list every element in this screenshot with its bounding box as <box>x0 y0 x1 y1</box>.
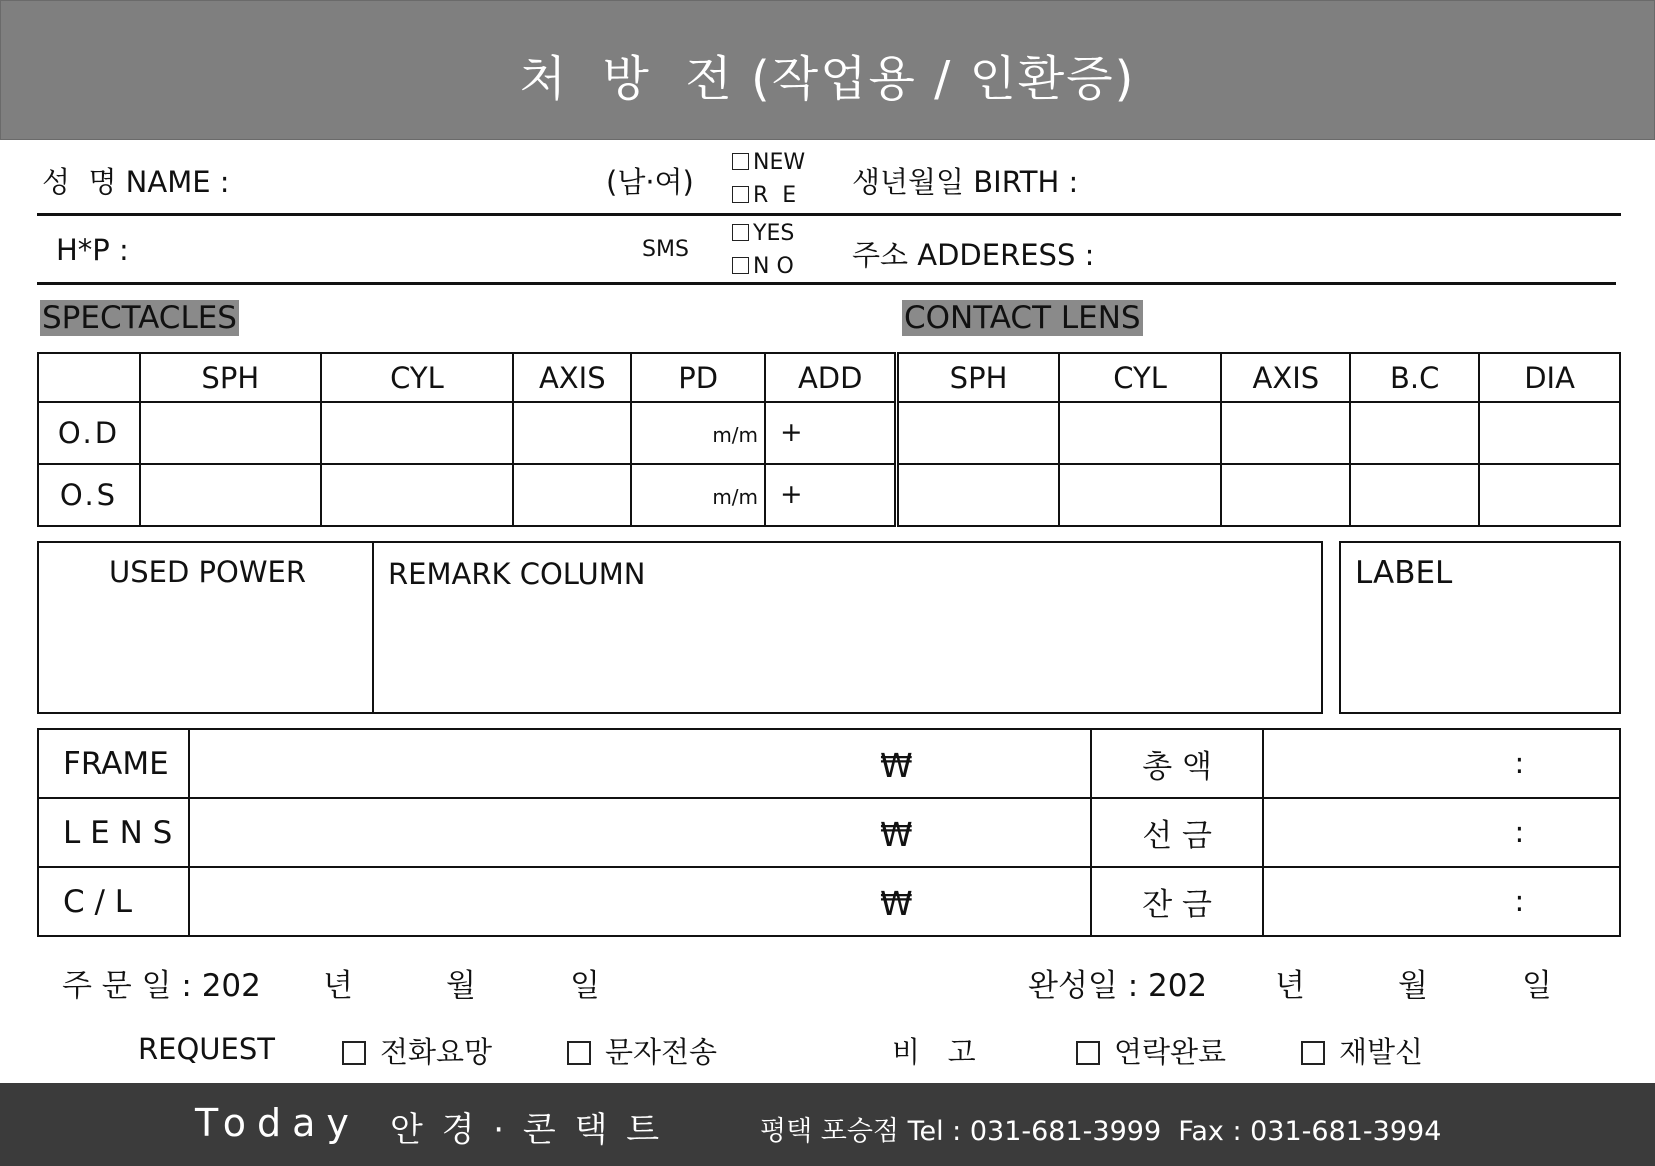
summary-separator: : <box>1514 815 1525 849</box>
yes-label: YES <box>753 221 795 246</box>
os-axis-cell[interactable] <box>513 464 631 526</box>
completion-month-unit: 월 <box>1398 968 1428 1004</box>
od-cyl-cell[interactable] <box>321 402 514 464</box>
checkbox-icon <box>732 257 749 274</box>
checkbox-icon <box>567 1041 591 1065</box>
os-cl-cyl-cell[interactable] <box>1059 464 1222 526</box>
note-option-contacted: 연락완료 <box>1114 1035 1227 1069</box>
summary-separator: : <box>1514 746 1525 780</box>
os-cl-sph-cell[interactable] <box>897 464 1059 526</box>
request-option-call: 전화요망 <box>380 1035 493 1069</box>
re-label: R E <box>753 183 797 208</box>
od-add-cell[interactable] <box>765 402 897 464</box>
address-label: 주소 ADDERESS : <box>852 238 1095 272</box>
label-box[interactable] <box>1339 541 1621 714</box>
pd-unit: m/m <box>712 485 759 509</box>
os-pd-cell[interactable] <box>631 464 765 526</box>
deposit-amount-cell[interactable] <box>1263 798 1620 867</box>
pricing-item-lens: L E N S <box>38 798 189 867</box>
completion-day-unit: 일 <box>1522 968 1552 1004</box>
won-icon: ₩ <box>879 884 913 923</box>
checkbox-icon <box>1076 1041 1100 1065</box>
pricing-row-cl <box>38 867 1620 936</box>
prescription-row-od <box>38 402 1620 464</box>
completion-year-unit: 년 <box>1275 968 1305 1004</box>
header-cell-sph: SPH <box>140 353 321 402</box>
note-resend-checkbox[interactable] <box>1301 1030 1423 1071</box>
cl-amount-cell[interactable] <box>189 867 1091 936</box>
request-call-checkbox[interactable] <box>342 1030 492 1071</box>
remark-box[interactable] <box>372 541 1323 714</box>
summary-label-balance: 잔 금 <box>1091 867 1264 936</box>
checkbox-icon <box>732 186 749 203</box>
form-title: 처 방 전 (작업용 / 인환증) <box>519 51 1136 107</box>
birth-label: 생년월일 BIRTH : <box>852 165 1079 199</box>
header-cell-cl-axis: AXIS <box>1221 353 1350 402</box>
footer-brand: Today <box>195 1101 360 1145</box>
sms-no-checkbox[interactable] <box>732 254 794 279</box>
od-cl-cyl-cell[interactable] <box>1059 402 1222 464</box>
request-sms-checkbox[interactable] <box>567 1030 717 1071</box>
row-divider <box>37 282 1616 285</box>
pricing-row-frame <box>38 729 1620 798</box>
used-power-label: USED POWER <box>109 555 306 589</box>
balance-amount-cell[interactable] <box>1263 867 1620 936</box>
header-cell <box>38 353 140 402</box>
od-pd-cell[interactable] <box>631 402 765 464</box>
checkbox-icon <box>342 1041 366 1065</box>
od-bc-cell[interactable] <box>1350 402 1479 464</box>
header-cell-cl-sph: SPH <box>897 353 1059 402</box>
os-sph-cell[interactable] <box>140 464 321 526</box>
order-day-unit: 일 <box>570 968 600 1004</box>
order-date-label: 주 문 일 : 202 <box>62 968 261 1004</box>
new-label: NEW <box>753 150 806 175</box>
remark-label: REMARK COLUMN <box>388 557 646 591</box>
total-amount-cell[interactable] <box>1263 729 1620 798</box>
used-power-box[interactable] <box>37 541 374 714</box>
order-year-unit: 년 <box>323 968 353 1004</box>
gender-label: (남·여) <box>606 165 694 199</box>
request-label: REQUEST <box>138 1032 275 1066</box>
summary-label-total: 총 액 <box>1091 729 1264 798</box>
od-axis-cell[interactable] <box>513 402 631 464</box>
checkbox-icon <box>732 153 749 170</box>
pd-unit: m/m <box>712 423 759 447</box>
os-cyl-cell[interactable] <box>321 464 514 526</box>
prescription-row-os <box>38 464 1620 526</box>
order-month-unit: 월 <box>446 968 476 1004</box>
request-option-sms: 문자전송 <box>605 1035 718 1069</box>
footer-shop-type: 안 경 · 콘 택 트 <box>390 1110 664 1150</box>
row-divider <box>37 213 1621 216</box>
header-cell-bc: B.C <box>1350 353 1479 402</box>
pricing-table <box>37 728 1621 937</box>
header-cell-axis: AXIS <box>513 353 631 402</box>
note-contacted-checkbox[interactable] <box>1076 1030 1226 1071</box>
label-box-label: LABEL <box>1355 555 1453 591</box>
pricing-item-frame: FRAME <box>38 729 189 798</box>
hp-label: H*P : <box>56 233 129 267</box>
row-label-os: O.S <box>38 464 140 526</box>
name-label: 성 명 NAME : <box>42 165 230 199</box>
os-dia-cell[interactable] <box>1479 464 1620 526</box>
contact-lens-heading: CONTACT LENS <box>904 300 1141 336</box>
od-sph-cell[interactable] <box>140 402 321 464</box>
lens-amount-cell[interactable] <box>189 798 1091 867</box>
od-dia-cell[interactable] <box>1479 402 1620 464</box>
add-prefix: + <box>780 479 803 510</box>
summary-label-deposit: 선 금 <box>1091 798 1264 867</box>
os-bc-cell[interactable] <box>1350 464 1479 526</box>
summary-separator: : <box>1514 884 1525 918</box>
checkbox-icon <box>732 224 749 241</box>
footer-contact: 평택 포승점 Tel : 031-681-3999 Fax : 031-681-3994 <box>760 1116 1442 1147</box>
checkbox-icon <box>1301 1041 1325 1065</box>
header-cell-add: ADD <box>765 353 897 402</box>
pricing-row-lens <box>38 798 1620 867</box>
prescription-header-row <box>38 353 1620 402</box>
od-cl-sph-cell[interactable] <box>897 402 1059 464</box>
spectacles-heading: SPECTACLES <box>42 300 237 336</box>
prescription-table <box>37 352 1621 527</box>
header-cell-cl-cyl: CYL <box>1059 353 1222 402</box>
row-label-od: O.D <box>38 402 140 464</box>
os-cl-axis-cell[interactable] <box>1221 464 1350 526</box>
pricing-item-cl: C / L <box>38 867 189 936</box>
add-prefix: + <box>780 417 803 448</box>
re-checkbox[interactable] <box>732 183 796 208</box>
header-cell-pd: PD <box>631 353 765 402</box>
won-icon: ₩ <box>879 815 913 854</box>
header-cell-dia: DIA <box>1479 353 1620 402</box>
new-checkbox[interactable] <box>732 150 805 175</box>
frame-amount-cell[interactable] <box>189 729 1091 798</box>
header-cell-cyl: CYL <box>321 353 514 402</box>
note-option-resend: 재발신 <box>1339 1035 1424 1069</box>
won-icon: ₩ <box>879 746 913 785</box>
sms-label: SMS <box>642 237 689 262</box>
od-cl-axis-cell[interactable] <box>1221 402 1350 464</box>
sms-yes-checkbox[interactable] <box>732 221 794 246</box>
completion-date-label: 완성일 : 202 <box>1028 968 1208 1004</box>
os-add-cell[interactable] <box>765 464 897 526</box>
note-label: 비 고 <box>892 1035 976 1069</box>
no-label: N O <box>753 254 794 279</box>
